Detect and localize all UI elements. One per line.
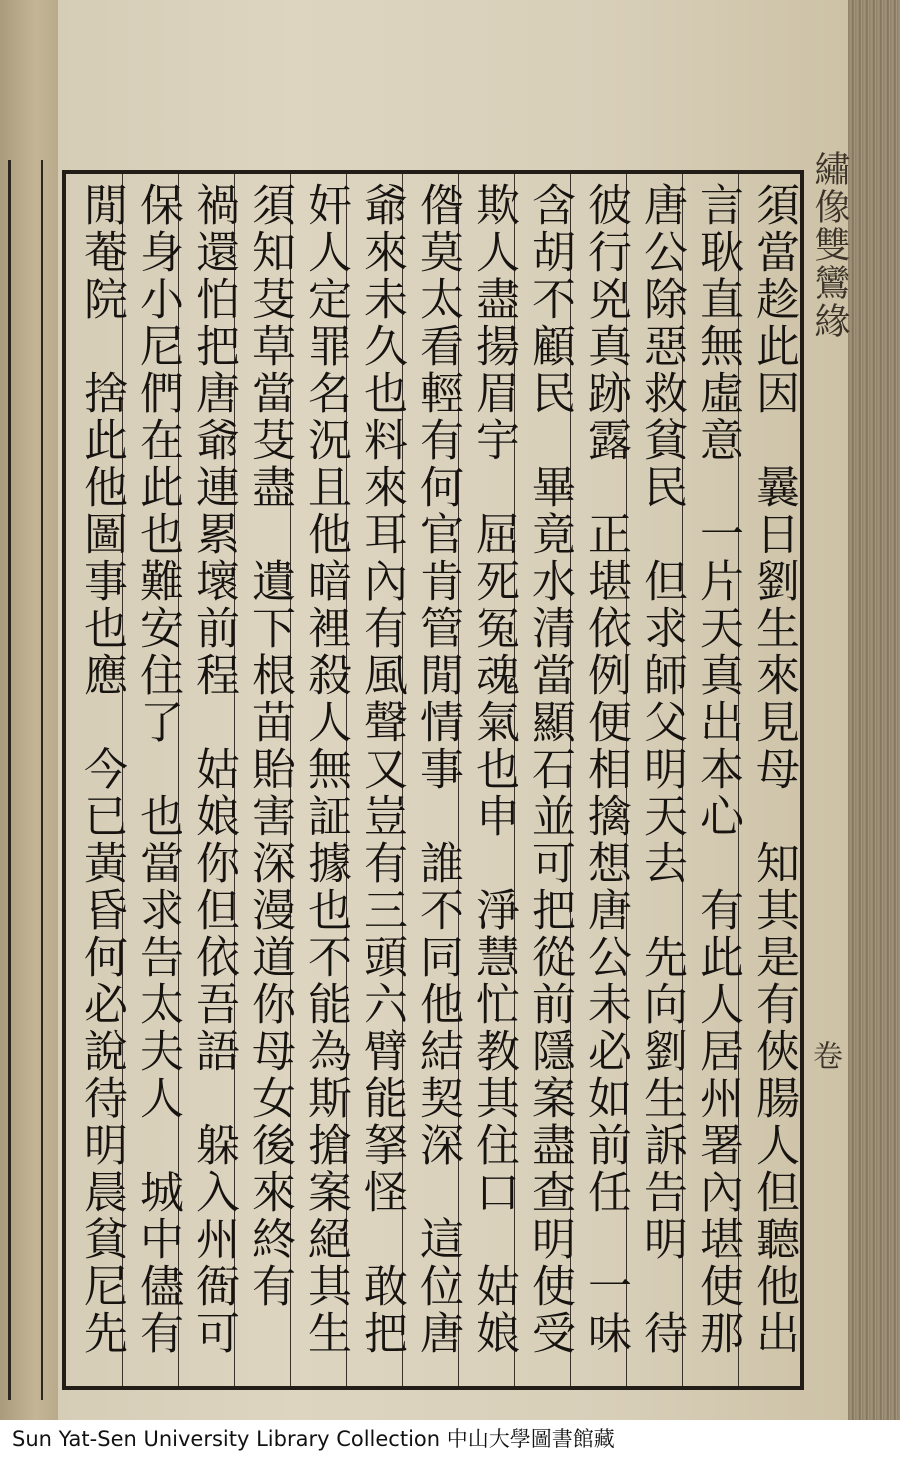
margin-fold-mark: 卷 (807, 1040, 842, 1070)
text-frame (62, 170, 804, 1390)
text-column-13: 閒菴院 捨此他圖事也應 今已黃昏何必說待明晨貧尼先 (76, 182, 127, 1357)
text-column-7: 偺莫太看輕有何官肯管閒情事 誰不同他結契深 這位唐 (412, 182, 463, 1357)
page-stack-edge (848, 0, 900, 1420)
facing-page-border (8, 160, 43, 1400)
text-column-1: 須當趁此因 曩日劉生來見母 知其是有俠腸人但聽他出 (748, 182, 799, 1357)
text-column-2: 言耿直無虛意 一片天真出本心 有此人居州署內堪使那 (692, 182, 743, 1357)
text-column-9: 奸人定罪名況且他暗裡殺人無証據也不能為斯搶案絕其生 (300, 182, 351, 1357)
facing-page-edge (0, 0, 60, 1420)
library-credit: Sun Yat-Sen University Library Collection 中山大學圖書館藏 (0, 1420, 900, 1458)
text-column-10: 須知芟草當芟盡 遺下根苗貽害深漫道你母女後來終有 (244, 182, 295, 1310)
text-column-5: 含胡不顧民 畢竟水清當顯石並可把從前隱案盡查明使受 (524, 182, 575, 1357)
margin-book-title: 繡像雙鸞緣 (809, 150, 850, 340)
text-column-11: 禍還怕把唐爺連累壞前程 姑娘你但依吾語 躲入州衙可 (188, 182, 239, 1357)
text-column-8: 爺來未久也料來耳內有風聲又豈有三頭六臂能拏怪 敢把 (356, 182, 407, 1357)
text-column-4: 彼行兇真跡露 正堪依例便相擒想唐公未必如前任 一味 (580, 182, 631, 1357)
text-column-3: 唐公除惡救貧民 但求師父明天去 先向劉生訴告明 待 (636, 182, 687, 1357)
text-column-6: 欺人盡揚眉宇 屈死冤魂氣也申 淨慧忙教其住口 姑娘 (468, 182, 519, 1357)
text-column-12: 保身小尼們在此也難安住了 也當求告太夫人 城中儘有 (132, 182, 183, 1357)
